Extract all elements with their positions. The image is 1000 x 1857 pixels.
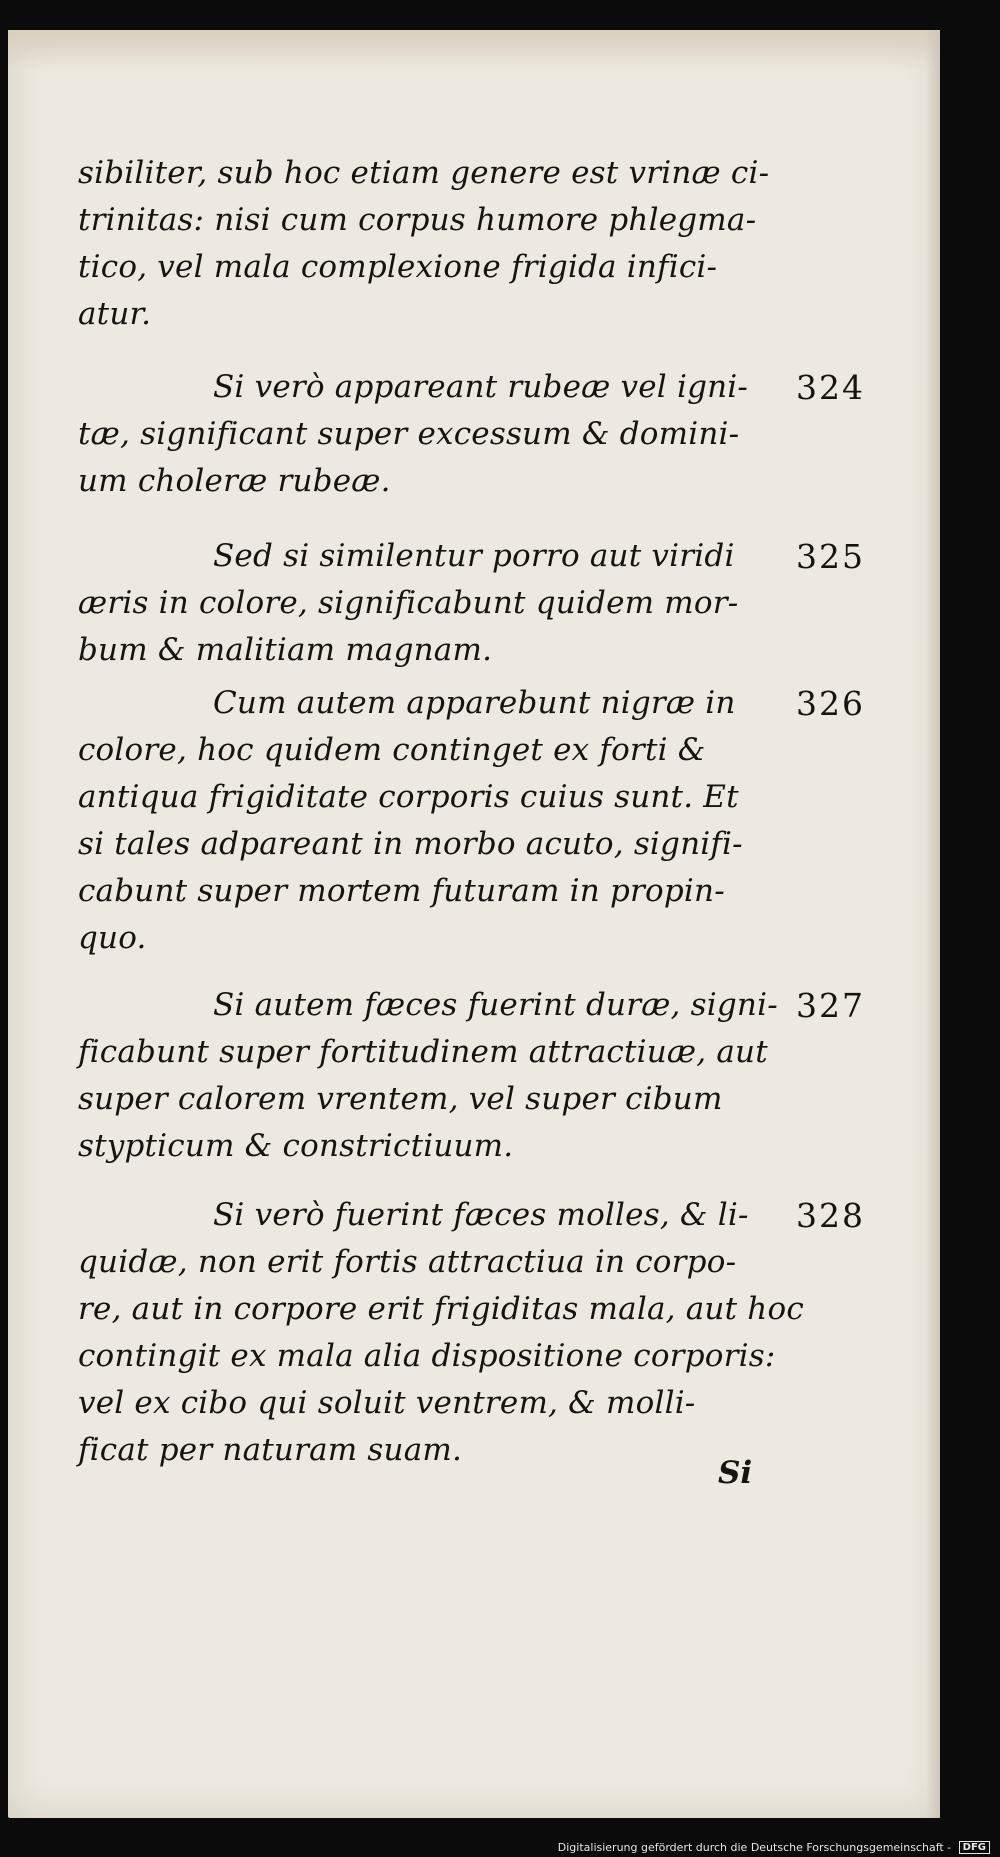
dfg-logo: DFG [959,1841,990,1854]
text-line: ficabunt super fortitudinem attractiuæ, aut [78,1034,768,1070]
text-line: tæ, significant super excessum & domini- [78,416,740,452]
page-edge-shadow [926,30,940,1818]
credit-text: Digitalisierung gefördert durch die Deutsche Forschungsgemeinschaft - [557,1840,952,1854]
text-line: ficat per naturam suam. [78,1432,463,1468]
text-line: sibiliter, sub hoc etiam genere est vrinæ ci- [78,155,770,191]
marginal-number: 325 [796,537,865,576]
paragraph [78,680,865,962]
text-line: si tales adpareant in morbo acuto, signifi- [78,826,743,862]
marginal-number: 324 [796,368,865,407]
text-block [78,150,865,1478]
text-line: æris in colore, significabunt quidem mor- [78,585,739,621]
text-line: Si autem fæces fuerint duræ, signi- [213,987,778,1023]
text-line: contingit ex mala alia dispositione corporis: [78,1338,776,1374]
paragraph [78,150,768,338]
text-line: Sed si similentur porro aut viridi [213,538,735,574]
text-line: Si verò appareant rubeæ vel igni- [213,369,749,405]
text-line: colore, hoc quidem continget ex forti & [78,732,706,768]
text-line: re, aut in corpore erit frigiditas mala, aut hoc [78,1291,804,1327]
marginal-number: 326 [796,684,865,723]
marginal-number: 327 [796,986,865,1025]
text-line: atur. [78,296,152,332]
paragraph [78,982,865,1170]
text-line: antiqua frigiditate corporis cuius sunt. Et [78,779,739,815]
text-line: trinitas: nisi cum corpus humore phlegma- [78,202,757,238]
text-line: bum & malitiam magnam. [78,632,493,668]
book-page [8,30,940,1818]
text-line: quidæ, non erit fortis attractiua in corpo- [78,1244,737,1280]
text-line: tico, vel mala complexione frigida infici- [78,249,718,285]
text-line: um choleræ rubeæ. [78,463,391,499]
page-stain [8,30,940,70]
paragraph [78,533,865,674]
catchword: Si [718,1455,753,1491]
digitization-credit [558,1841,990,1855]
paragraph [78,1192,865,1474]
text-line: super calorem vrentem, vel super cibum [78,1081,723,1117]
text-line: quo. [78,920,147,956]
text-line: Cum autem apparebunt nigræ in [213,685,736,721]
marginal-number: 328 [796,1196,865,1235]
paragraph [78,364,865,505]
text-line: Si verò fuerint fæces molles, & li- [213,1197,749,1233]
text-line: stypticum & constrictiuum. [78,1128,514,1164]
text-line: vel ex cibo qui soluit ventrem, & molli- [78,1385,696,1421]
text-line: cabunt super mortem futuram in propin- [78,873,725,909]
